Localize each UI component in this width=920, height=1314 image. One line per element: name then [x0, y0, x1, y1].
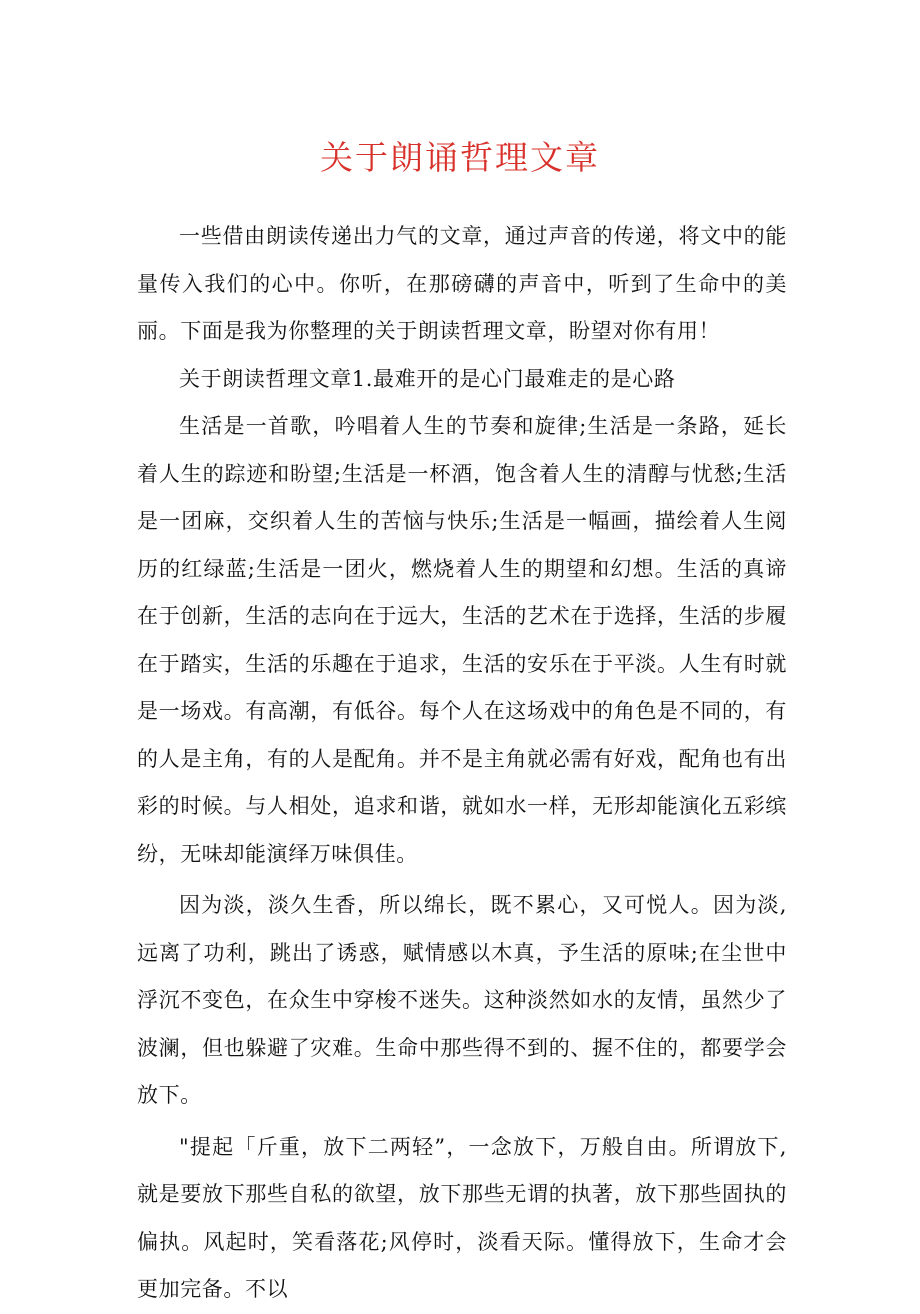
section-heading: 关于朗读哲理文章1.最难开的是心门最难走的是心路: [179, 366, 676, 391]
document-title: 关于朗诵哲理文章: [320, 138, 600, 177]
intro-paragraph: 一些借由朗读传递出力气的文章，通过声音的传递，将文中的能量传入我们的心中。你听，在那磅礴的声音中，听到了生命中的美丽。下面是我为你整理的关于朗读哲理文章，盼望对你有用！: [137, 224, 787, 343]
body-paragraph: "提起「斤重，放下二两轻”，一念放下，万般自由。所谓放下,就是要放下那些自私的欲望，放下那些无谓的执著，放下那些固执的偏执。风起时，笑看落花;风停时，淡看天际。懂得放下，生命才会更加完备。不以: [137, 1134, 787, 1301]
document-body: [137, 213, 787, 1314]
body-paragraph: 因为淡，淡久生香，所以绵长，既不累心，又可悦人。因为淡,远离了功利，跳出了诱惑，赋情感以木真，予生活的原味;在尘世中浮沉不变色，在众生中穿梭不迷失。这种淡然如水的友情，虽然少了波澜，但也躲避了灾难。生命中那些得不到的、握不住的，都要学会放下。: [137, 893, 787, 1107]
body-paragraph: 生活是一首歌，吟唱着人生的节奏和旋律;生活是一条路，延长着人生的踪迹和盼望;生活是一杯酒，饱含着人生的清醇与忧愁;生活是一团麻，交织着人生的苦恼与快乐;生活是一幅画，描绘着人生阅历的红绿蓝;生活是一团火，燃烧着人生的期望和幻想。生活的真谛在于创新，生活的志向在于远大，生活的艺术在于选择，生活的步履在于踏实，生活的乐趣在于追求，生活的安乐在于平淡。人生有时就是一场戏。有高潮，有低谷。每个人在这场戏中的角色是不同的，有的人是主角，有的人是配角。并不是主角就必需有好戏，配角也有出彩的时候。与人相处，追求和谐，就如水一样，无形却能演化五彩缤纷，无味却能演绎万味俱佳。: [137, 414, 787, 866]
